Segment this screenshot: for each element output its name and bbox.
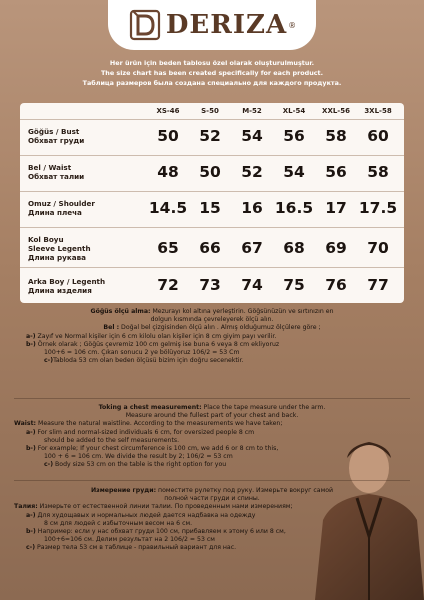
row-label-line: Sleeve Legenth <box>28 243 91 253</box>
ru-heading: Измерение груди: <box>90 487 157 494</box>
table-cell: 72 <box>157 276 179 294</box>
table-cell: 52 <box>241 163 263 181</box>
ru-line: поместите рулетку под руку. Измерьте вокруг самой <box>156 487 334 494</box>
tr-line: 100+6 = 106 cm. Çıkan sonucu 2 ye bölüyoruz 106/2 = 53 Cm <box>44 349 240 357</box>
table-row-length <box>20 267 404 303</box>
ru-item-marker: b-) <box>26 528 36 536</box>
ru-line: Измерьте от естественной линии талии. По проведенным нами измерениям; <box>37 503 293 511</box>
table-cell: 76 <box>325 276 347 294</box>
table-cell: 75 <box>283 276 305 294</box>
en-line: 100 + 6 = 106 cm. We divide the result by 2; 106/2 = 53 cm <box>44 453 233 461</box>
table-cell: 67 <box>241 239 263 257</box>
en-item-marker: a-) <box>26 428 36 436</box>
en-line: For example; If your chest circumference is 100 cm, we add 6 or 8 cm to this, <box>35 445 279 453</box>
ru-line: полной части груди и спины. <box>164 495 260 503</box>
size-header: XL-54 <box>282 107 306 115</box>
tr-line: Tabloda 53 cm olan beden ölçüsü bizim için doğru secenektir. <box>53 357 244 365</box>
size-header: XXL-56 <box>322 107 350 115</box>
table-cell: 15 <box>199 199 221 217</box>
size-header: XS-46 <box>156 107 180 115</box>
row-label-line: Длина рукава <box>28 252 86 262</box>
ru-line: 100+6=106 см. Делим результат на 2 106/2 = 53 см <box>44 536 215 544</box>
table-cell: 68 <box>283 239 305 257</box>
intro-ru: Таблица размеров была создана специально для каждого продукта. <box>82 79 342 87</box>
table-row-shoulder <box>20 191 404 224</box>
tr-line: Doğal bel çizgisinden ölçü alın . Almış olduğumuz ölçülere göre ; <box>119 324 321 332</box>
row-label <box>28 156 148 188</box>
en-line: Body size 53 cm on the table is the right option for you <box>53 461 227 469</box>
tr-line: Zayıf ve Normal kişiler için 6 cm kilolu olan kişiler için 8 cm giyim payı verilir. <box>35 332 277 340</box>
row-label-line: Omuz / Shoulder <box>28 199 95 208</box>
table-cell: 16.5 <box>274 199 314 217</box>
intro-en: The size chart has been created specifically for each product. <box>100 69 324 77</box>
row-label-line: Kol Boyu <box>28 234 64 244</box>
table-cell: 17.5 <box>358 199 398 217</box>
tr-item-marker: c-) <box>44 357 54 365</box>
ru-waist-heading: Талия: <box>14 503 38 511</box>
table-cell: 54 <box>283 163 305 181</box>
registered-mark: ® <box>288 20 297 30</box>
size-header: M-52 <box>242 107 262 115</box>
header <box>0 0 424 52</box>
row-label-line: Обхват груди <box>28 136 85 145</box>
en-item-marker: b-) <box>26 445 36 453</box>
table-cell: 52 <box>199 127 221 145</box>
table-cell: 16 <box>241 199 263 217</box>
en-line: Measure around the fullest part of your chest and back. <box>125 412 299 420</box>
en-line: For slim and normal-sized individuals 6 cm, for oversized people 8 cm <box>35 428 255 436</box>
table-cell: 74 <box>241 276 263 294</box>
table-cell: 56 <box>283 127 305 145</box>
table-cell: 70 <box>367 239 389 257</box>
tr-line: Mezurayı kol altına yerleştirin. Göğsünüzün ve sırtınızın en <box>150 308 334 315</box>
ru-item-marker: c-) <box>26 544 36 552</box>
table-row-bust <box>20 119 404 152</box>
table-cell: 50 <box>199 163 221 181</box>
tr-waist-heading: Bel : <box>103 324 120 332</box>
row-label-line: Обхват талии <box>28 172 85 181</box>
table-cell: 56 <box>325 163 347 181</box>
ru-line: Например: если у нас обхват груди 100 см, прибавляем к этому 6 или 8 см, <box>35 528 286 536</box>
en-line: Place the tape measure under the arm. <box>201 404 326 411</box>
brand-name: DERIZA <box>165 10 288 40</box>
row-label <box>28 268 148 303</box>
tr-line: dolgun kısmında çevreleyerek ölçü alın. <box>150 316 274 324</box>
row-label-line: Arka Boy / Legenth <box>28 276 106 286</box>
table-cell: 60 <box>367 127 389 145</box>
table-cell: 14.5 <box>148 199 188 217</box>
tr-item-marker: a-) <box>26 332 36 340</box>
ru-line: Для худощавых и нормальных людей дается надбавка на одежду <box>35 511 256 519</box>
table-cell: 73 <box>199 276 221 294</box>
size-header: S-50 <box>201 107 219 115</box>
row-label-line: Bel / Waist <box>28 163 72 172</box>
deriza-logo-icon <box>128 8 162 42</box>
table-cell: 65 <box>157 239 179 257</box>
table-cell: 69 <box>325 239 347 257</box>
intro <box>0 58 424 88</box>
ru-line: 8 см для людей с избыточным весом на 6 см. <box>44 519 193 527</box>
table-cell: 17 <box>325 199 347 217</box>
instructions-ru <box>14 487 410 553</box>
en-line: should be added to the self measurements. <box>44 436 180 444</box>
table-row-sleeve <box>20 227 404 268</box>
table-row-waist <box>20 155 404 188</box>
table-cell: 58 <box>367 163 389 181</box>
ru-line: Размер тела 53 см в таблице - правильный вариант для нас. <box>35 544 237 552</box>
ru-item-marker: a-) <box>26 511 36 519</box>
instructions-tr <box>14 308 410 365</box>
logo-badge <box>108 0 316 50</box>
size-header: 3XL-58 <box>364 107 392 115</box>
en-line: Measure the natural waistline. According to the measurements we have taken; <box>36 420 283 428</box>
row-label <box>28 120 148 152</box>
table-cell: 58 <box>325 127 347 145</box>
row-label-line: Длина плеча <box>28 208 82 217</box>
en-heading: Toking a chest measurement: <box>98 404 202 411</box>
table-cell: 77 <box>367 276 389 294</box>
tr-heading: Göğüs ölçü alma: <box>90 308 151 315</box>
size-table <box>20 103 404 303</box>
table-cell: 48 <box>157 163 179 181</box>
row-label <box>28 192 148 224</box>
divider <box>14 480 410 481</box>
row-label-line: Göğüs / Bust <box>28 127 80 136</box>
table-cell: 54 <box>241 127 263 145</box>
tr-item-marker: b-) <box>26 340 36 348</box>
tr-line: Örnek olarak ; Göğüs çevremiz 100 cm gelmiş ise buna 6 veya 8 cm ekliyoruz <box>35 340 280 348</box>
row-label <box>28 228 148 268</box>
en-waist-heading: Waist: <box>14 420 37 428</box>
divider <box>14 398 410 399</box>
table-cell: 66 <box>199 239 221 257</box>
size-header-row <box>20 103 404 119</box>
table-cell: 50 <box>157 127 179 145</box>
row-label-line: Длина изделия <box>28 285 92 295</box>
en-item-marker: c-) <box>44 461 54 469</box>
intro-tr: Her ürün için beden tablosu özel olarak oluşturulmuştur. <box>109 59 315 67</box>
